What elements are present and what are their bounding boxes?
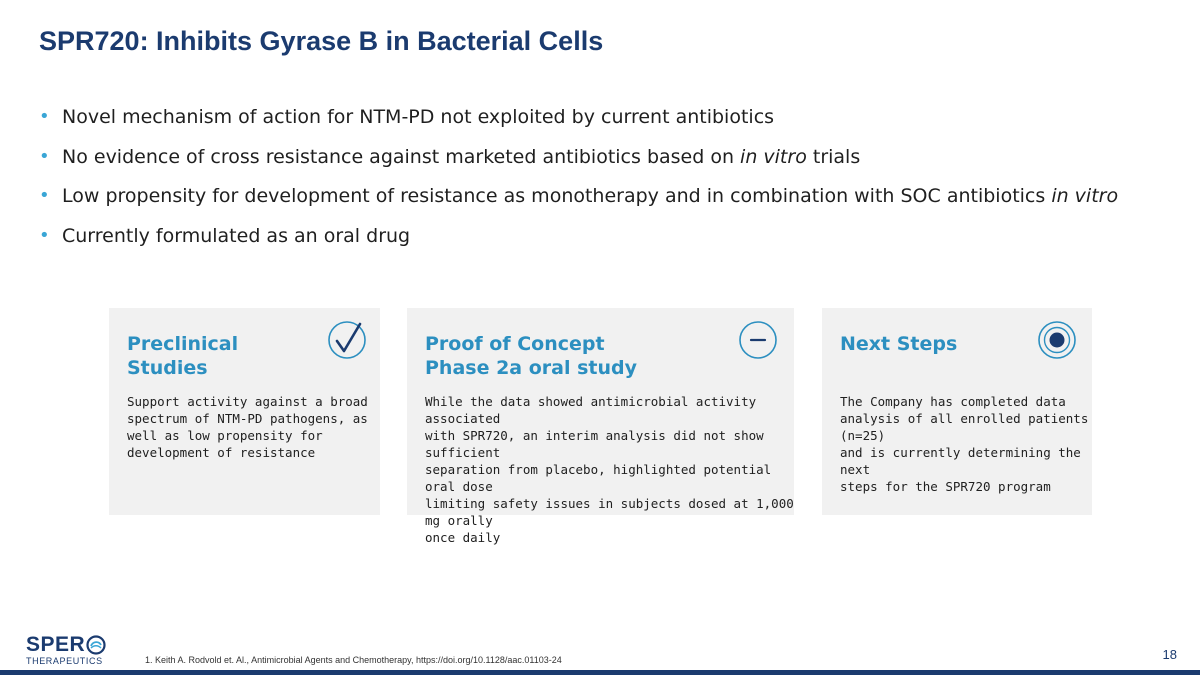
- bullet-dot-icon: •: [39, 224, 50, 246]
- bullet-dot-icon: •: [39, 145, 50, 167]
- card-text: While the data showed antimicrobial activity associated with SPR720, an interim analysis did not show sufficient separation from placebo, highlighted potential oral dose limiting safety issues in subjects dosed at 1,000 mg orally once daily: [425, 394, 794, 545]
- bullet-item: [38, 104, 1118, 144]
- slide-title: SPR720: Inhibits Gyrase B in Bacterial Cells: [39, 26, 604, 56]
- logo-circle-icon: [86, 635, 106, 655]
- card-text: Support activity against a broad spectrum of NTM-PD pathogens, as well as low propensity for development of resistance: [127, 394, 368, 460]
- bullet-dot-icon: •: [39, 106, 50, 127]
- target-icon: [1037, 320, 1077, 360]
- bottom-bar: [0, 670, 1200, 675]
- checkmark-circle-icon: [327, 320, 367, 360]
- page-number: 18: [1162, 647, 1177, 662]
- card-proof-of-concept: [407, 308, 794, 545]
- logo-subtitle: THERAPEUTICS: [26, 656, 103, 666]
- bullet-text-after: trials: [806, 145, 861, 168]
- bullet-text: Low propensity for development of resistance as monotherapy and in combination with SOC antibiotics: [62, 185, 1052, 207]
- card-text: The Company has completed data analysis of all enrolled patients (n=25) and is currently determining the next steps for the SPR720 program: [840, 394, 1089, 494]
- bullet-text: No evidence of cross resistance against marketed antibiotics based on: [62, 145, 741, 168]
- company-logo: [26, 634, 106, 666]
- footnote: 1. Keith A. Rodvold et. Al., Antimicrobial Agents and Chemotherapy, https://doi.org/10.1128/aac.01103-24: [145, 655, 562, 665]
- logo-wordmark: SPER: [26, 633, 86, 656]
- bullet-item: [38, 144, 1118, 184]
- bullet-dot-icon: •: [39, 185, 50, 206]
- bullet-item: [38, 183, 1118, 223]
- minus-circle-icon: [738, 320, 778, 360]
- bullet-italic-text: in vitro: [1051, 185, 1119, 207]
- card-next-steps: [822, 308, 1092, 515]
- card-preclinical: [109, 308, 380, 515]
- bullet-text: Currently formulated as an oral drug: [62, 224, 411, 247]
- bullet-text: Novel mechanism of action for NTM-PD not exploited by current antibiotics: [62, 106, 775, 128]
- card-title: Proof of Concept Phase 2a oral study: [425, 333, 638, 379]
- bullet-item: [38, 223, 1118, 263]
- bullet-italic-text: in vitro: [740, 145, 807, 168]
- bullet-list: [38, 104, 1118, 262]
- card-title: Next Steps: [840, 333, 958, 355]
- card-title: Preclinical Studies: [127, 333, 239, 379]
